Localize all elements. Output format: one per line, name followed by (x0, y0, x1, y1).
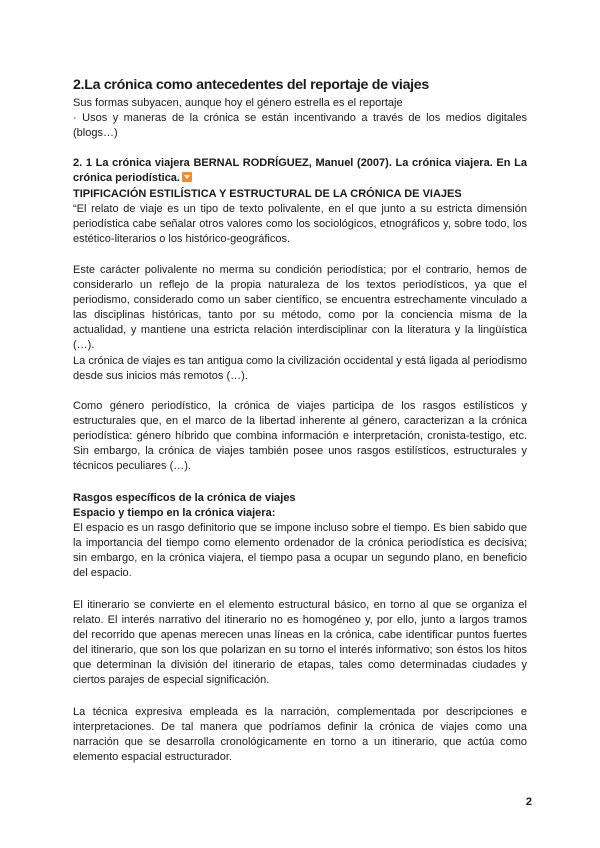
caps-heading: TIPIFICACIÓN ESTILÍSTICA Y ESTRUCTURAL DE LA CRÓNICA DE VIAJES (73, 188, 462, 200)
page-number: 2 (525, 796, 532, 808)
paragraph: El itinerario se convierte en el elemento estructural básico, en torno al que se organiza el relato. El interés narrativo del itinerario no es homogéneo y, por ello, junto a largos tramos del recorrido que apenas merecen unas líneas en la crónica, cabe identificar puntos fuertes del itinerario, que son los que polarizan en su torno el interés informativo; son éstos los hitos que determinan la división del itinerario de etapas, tales como determinadas ciudades y ciertos parajes de especial significación. (73, 599, 527, 686)
paragraph: Este carácter polivalente no merma su condición periodística; por el contrario, hemos de considerarlo un reflejo de la propia naturaleza de los textos periodísticos, ya que el periodismo, considerado como un saber científico, se encuentra estrechamente vinculado a las disciplinas históricas, tanto por su método, como por la conciencia misma de la actualidad, y mantiene una estricta relación interdisciplinar con la literatura y la lingüística (…). (73, 264, 527, 351)
paragraph: El espacio es un rasgo definitorio que se impone incluso sobre el tiempo. Es bien sabido que la importancia del tiempo como elemento ordenador de la crónica periodística es decisiva; sin embargo, en la crónica viajera, el tiempo pasa a ocupar un segundo plano, en beneficio del espacio. (73, 522, 527, 579)
paragraph: La técnica expresiva empleada es la narración, complementada por descripciones e interpretaciones. De tal manera que podríamos definir la crónica de viajes como una narración que se desarrolla cronológicamente en torno a un itinerario, que actúa como elemento espacial estructurador. (73, 706, 527, 763)
section-title: 2.La crónica como antecedentes del reportaje de viajes (73, 77, 429, 93)
bullet-text: · Usos y maneras de la crónica se están incentivando a través de los medios digitales (blogs…) (73, 112, 527, 139)
rasgos-heading: Rasgos específicos de la crónica de viajes (73, 492, 296, 504)
orange-flag-icon (182, 172, 192, 182)
rasgos-subheading: Espacio y tiempo en la crónica viajera: (73, 507, 276, 519)
paragraph: “El relato de viaje es un tipo de texto polivalente, en el que junto a su estricta dimensión periodística cabe señalar otros valores como los sociológicos, etnográficos y, sobre todo, los estético-literarios o los histórico-geográficos. (73, 203, 527, 245)
subsection-heading-text: 2. 1 La crónica viajera BERNAL RODRÍGUEZ, Manuel (2007). La crónica viajera. En La crónica periodística. (73, 157, 527, 184)
subsection-heading (73, 156, 527, 186)
paragraph: La crónica de viajes es tan antigua como la civilización occidental y está ligada al periodismo desde sus inicios más remotos (…). (73, 355, 527, 382)
intro-line: Sus formas subyacen, aunque hoy el género estrella es el reportaje (73, 97, 403, 109)
paragraph: Como género periodístico, la crónica de viajes participa de los rasgos estilísticos y estructurales que, en el marco de la libertad inherente al género, caracterizan a la crónica periodística: género híbrido que combina información e interpretación, cronista-testigo, etc. Sin embargo, la crónica de viajes también posee unos rasgos estilísticos, estructurales y técnicos peculiares (…). (73, 400, 527, 472)
